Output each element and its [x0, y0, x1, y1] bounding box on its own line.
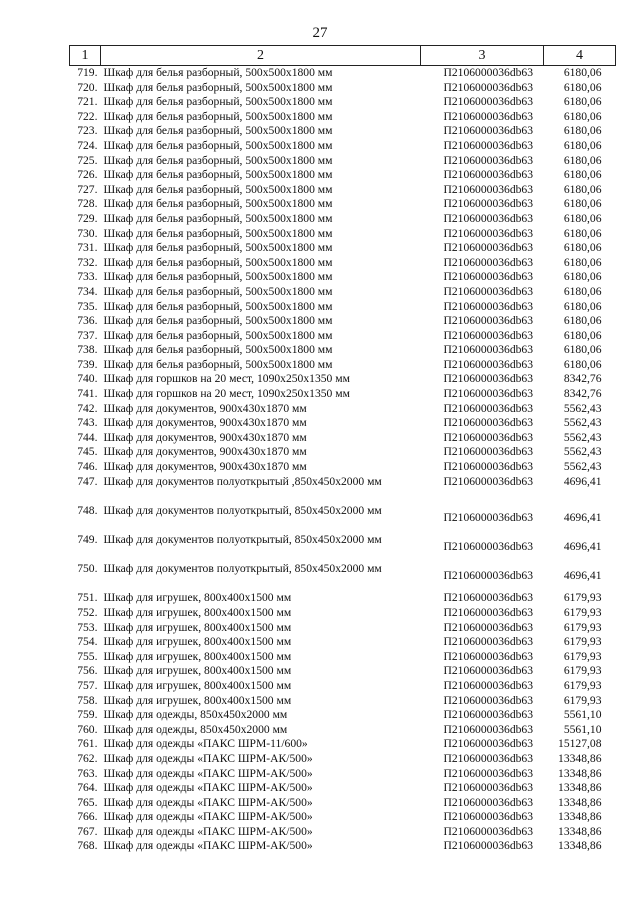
table-row — [70, 343, 616, 358]
item-code: П2106000036db63 — [443, 569, 534, 583]
item-code: П2106000036db63 — [443, 168, 534, 182]
row-number: 751. — [77, 591, 98, 605]
table-row — [70, 708, 616, 723]
item-code: П2106000036db63 — [443, 241, 534, 255]
item-price: 6179,93 — [563, 605, 602, 619]
table-row — [70, 635, 616, 650]
item-price: 6180,06 — [563, 241, 602, 255]
table-row — [70, 329, 616, 344]
item-code: П2106000036db63 — [443, 839, 534, 853]
table-row — [70, 197, 616, 212]
item-code: П2106000036db63 — [443, 620, 534, 634]
item-price: 6180,06 — [563, 211, 602, 225]
table-row — [70, 95, 616, 110]
item-price: 6179,93 — [563, 678, 602, 692]
item-price: 13348,86 — [558, 751, 602, 765]
item-code: П2106000036db63 — [443, 211, 534, 225]
item-name: Шкаф для белья разборный, 500х500х1800 мм — [103, 226, 333, 240]
row-number: 736. — [77, 314, 98, 328]
item-name: Шкаф для игрушек, 800х400х1500 мм — [103, 693, 292, 707]
item-price: 5562,43 — [563, 445, 602, 459]
row-number: 747. — [77, 474, 98, 488]
item-code: П2106000036db63 — [443, 751, 534, 765]
table-row — [70, 723, 616, 738]
row-number: 720. — [77, 80, 98, 94]
item-price: 6180,06 — [563, 328, 602, 342]
item-code: П2106000036db63 — [443, 153, 534, 167]
table-row — [70, 694, 616, 709]
row-number: 740. — [77, 372, 98, 386]
row-number: 762. — [77, 751, 98, 765]
item-price: 13348,86 — [558, 766, 602, 780]
row-number: 733. — [77, 270, 98, 284]
item-code: П2106000036db63 — [443, 255, 534, 269]
item-price: 4696,41 — [563, 569, 602, 583]
table-row — [70, 839, 616, 854]
item-name: Шкаф для белья разборный, 500х500х1800 мм — [103, 168, 333, 182]
row-number: 764. — [77, 781, 98, 795]
item-code: П2106000036db63 — [443, 824, 534, 838]
item-code: П2106000036db63 — [443, 693, 534, 707]
item-price: 6180,06 — [563, 226, 602, 240]
item-name: Шкаф для документов, 900х430х1870 мм — [103, 445, 307, 459]
item-price: 4696,41 — [563, 540, 602, 554]
table-row — [70, 562, 616, 591]
item-name: Шкаф для белья разборный, 500х500х1800 мм — [103, 357, 333, 371]
table-row — [70, 256, 616, 271]
item-code: П2106000036db63 — [443, 781, 534, 795]
table-row — [70, 66, 616, 81]
row-number: 767. — [77, 824, 98, 838]
item-price: 5561,10 — [563, 708, 602, 722]
item-price: 6180,06 — [563, 95, 602, 109]
item-code: П2106000036db63 — [443, 795, 534, 809]
item-code: П2106000036db63 — [443, 372, 534, 386]
row-number: 756. — [77, 664, 98, 678]
row-number: 757. — [77, 678, 98, 692]
item-name: Шкаф для горшков на 20 мест, 1090х250х1350 мм — [103, 387, 350, 401]
table-row — [70, 796, 616, 811]
item-code: П2106000036db63 — [443, 357, 534, 371]
item-price: 13348,86 — [558, 781, 602, 795]
item-price: 6179,93 — [563, 635, 602, 649]
item-price: 13348,86 — [558, 795, 602, 809]
item-name: Шкаф для игрушек, 800х400х1500 мм — [103, 591, 292, 605]
item-code: П2106000036db63 — [443, 591, 534, 605]
item-name: Шкаф для одежды «ПАКС ШРМ-АК/500» — [103, 795, 313, 809]
table-row — [70, 445, 616, 460]
page-number: 27 — [312, 25, 328, 41]
item-code: П2106000036db63 — [443, 401, 534, 415]
table-row — [70, 300, 616, 315]
row-number: 755. — [77, 649, 98, 663]
row-number: 722. — [77, 109, 98, 123]
column-header-code: 3 — [421, 46, 544, 66]
item-price: 6180,06 — [563, 357, 602, 371]
item-price: 6180,06 — [563, 138, 602, 152]
item-price: 6180,06 — [563, 270, 602, 284]
item-code: П2106000036db63 — [443, 109, 534, 123]
table-row — [70, 285, 616, 300]
row-number: 754. — [77, 635, 98, 649]
inventory-table — [69, 45, 616, 854]
table-row — [70, 168, 616, 183]
item-name: Шкаф для белья разборный, 500х500х1800 мм — [103, 314, 333, 328]
item-name: Шкаф для белья разборный, 500х500х1800 мм — [103, 182, 333, 196]
item-name: Шкаф для игрушек, 800х400х1500 мм — [103, 678, 292, 692]
item-price: 6179,93 — [563, 664, 602, 678]
table-row — [70, 227, 616, 242]
row-number: 721. — [77, 95, 98, 109]
item-price: 5561,10 — [563, 722, 602, 736]
item-price: 6180,06 — [563, 182, 602, 196]
item-code: П2106000036db63 — [443, 635, 534, 649]
item-name: Шкаф для белья разборный, 500х500х1800 мм — [103, 109, 333, 123]
item-name: Шкаф для документов полуоткрытый ,850х450х2000 мм — [103, 474, 382, 488]
item-code: П2106000036db63 — [443, 430, 534, 444]
item-price: 6180,06 — [563, 124, 602, 138]
item-price: 6179,93 — [563, 591, 602, 605]
row-number: 766. — [77, 810, 98, 824]
table-row — [70, 767, 616, 782]
item-code: П2106000036db63 — [443, 124, 534, 138]
item-name: Шкаф для белья разборный, 500х500х1800 мм — [103, 343, 333, 357]
table-row — [70, 475, 616, 504]
item-name: Шкаф для документов, 900х430х1870 мм — [103, 430, 307, 444]
item-name: Шкаф для белья разборный, 500х500х1800 мм — [103, 270, 333, 284]
item-price: 5562,43 — [563, 416, 602, 430]
row-number: 730. — [77, 226, 98, 240]
item-code: П2106000036db63 — [443, 138, 534, 152]
item-price: 6180,06 — [563, 314, 602, 328]
item-name: Шкаф для одежды «ПАКС ШРМ-АК/500» — [103, 839, 313, 853]
item-code: П2106000036db63 — [443, 197, 534, 211]
item-name: Шкаф для документов полуоткрытый, 850х450х2000 мм — [103, 533, 382, 546]
table-header — [70, 46, 616, 66]
row-number: 725. — [77, 153, 98, 167]
table-row — [70, 402, 616, 417]
row-number: 750. — [77, 562, 98, 576]
item-price: 8342,76 — [563, 387, 602, 401]
item-price: 6180,06 — [563, 284, 602, 298]
item-price: 15127,08 — [558, 737, 602, 751]
item-name: Шкаф для игрушек, 800х400х1500 мм — [103, 664, 292, 678]
table-row — [70, 431, 616, 446]
table-row — [70, 81, 616, 96]
item-code: П2106000036db63 — [443, 460, 534, 474]
table-body — [70, 66, 616, 855]
row-number: 758. — [77, 693, 98, 707]
item-name: Шкаф для одежды, 850х450х2000 мм — [103, 708, 288, 722]
item-price: 13348,86 — [558, 824, 602, 838]
table-row — [70, 387, 616, 402]
row-number: 738. — [77, 343, 98, 357]
item-code: П2106000036db63 — [443, 511, 534, 525]
item-name: Шкаф для белья разборный, 500х500х1800 мм — [103, 328, 333, 342]
item-code: П2106000036db63 — [443, 284, 534, 298]
item-name: Шкаф для одежды «ПАКС ШРМ-АК/500» — [103, 766, 313, 780]
column-header-price: 4 — [544, 46, 616, 66]
item-price: 6180,06 — [563, 299, 602, 313]
item-price: 13348,86 — [558, 839, 602, 853]
table-row — [70, 270, 616, 285]
row-number: 737. — [77, 328, 98, 342]
item-name: Шкаф для документов, 900х430х1870 мм — [103, 401, 307, 415]
table-row — [70, 650, 616, 665]
row-number: 743. — [77, 416, 98, 430]
row-number: 760. — [77, 722, 98, 736]
item-name: Шкаф для одежды «ПАКС ШРМ-АК/500» — [103, 810, 313, 824]
item-price: 6180,06 — [563, 80, 602, 94]
item-name: Шкаф для белья разборный, 500х500х1800 мм — [103, 241, 333, 255]
item-code: П2106000036db63 — [443, 737, 534, 751]
item-name: Шкаф для белья разборный, 500х500х1800 мм — [103, 299, 333, 313]
item-code: П2106000036db63 — [443, 649, 534, 663]
item-code: П2106000036db63 — [443, 80, 534, 94]
row-number: 724. — [77, 138, 98, 152]
table-row — [70, 752, 616, 767]
item-price: 8342,76 — [563, 372, 602, 386]
item-price: 6180,06 — [563, 197, 602, 211]
table-row — [70, 781, 616, 796]
item-code: П2106000036db63 — [443, 66, 534, 79]
table-row — [70, 241, 616, 256]
item-name: Шкаф для игрушек, 800х400х1500 мм — [103, 605, 292, 619]
item-code: П2106000036db63 — [443, 722, 534, 736]
table-row — [70, 460, 616, 475]
row-number: 753. — [77, 620, 98, 634]
item-name: Шкаф для белья разборный, 500х500х1800 мм — [103, 153, 333, 167]
table-row — [70, 504, 616, 533]
item-code: П2106000036db63 — [443, 605, 534, 619]
item-name: Шкаф для одежды «ПАКС ШРМ-АК/500» — [103, 781, 313, 795]
item-name: Шкаф для одежды, 850х450х2000 мм — [103, 722, 288, 736]
item-price: 6179,93 — [563, 649, 602, 663]
row-number: 746. — [77, 460, 98, 474]
table-row — [70, 110, 616, 125]
item-price: 5562,43 — [563, 430, 602, 444]
row-number: 768. — [77, 839, 98, 853]
item-name: Шкаф для игрушек, 800х400х1500 мм — [103, 620, 292, 634]
table-row — [70, 358, 616, 373]
item-code: П2106000036db63 — [443, 474, 534, 488]
item-name: Шкаф для документов полуоткрытый, 850х450х2000 мм — [103, 503, 382, 517]
item-name: Шкаф для белья разборный, 500х500х1800 мм — [103, 255, 333, 269]
item-price: 5562,43 — [563, 460, 602, 474]
row-number: 729. — [77, 211, 98, 225]
row-number: 723. — [77, 124, 98, 138]
item-price: 6180,06 — [563, 66, 602, 79]
row-number: 726. — [77, 168, 98, 182]
table-row — [70, 664, 616, 679]
item-price: 6180,06 — [563, 168, 602, 182]
item-code: П2106000036db63 — [443, 416, 534, 430]
row-number: 734. — [77, 284, 98, 298]
table-row — [70, 679, 616, 694]
row-number: 741. — [77, 387, 98, 401]
column-header-name: 2 — [101, 46, 421, 66]
row-number: 731. — [77, 241, 98, 255]
item-code: П2106000036db63 — [443, 314, 534, 328]
item-price: 6180,06 — [563, 109, 602, 123]
table-row — [70, 124, 616, 139]
item-name: Шкаф для одежды «ПАКС ШРМ-АК/500» — [103, 751, 313, 765]
item-name: Шкаф для горшков на 20 мест, 1090х250х1350 мм — [103, 372, 350, 386]
item-price: 13348,86 — [558, 810, 602, 824]
item-price: 5562,43 — [563, 401, 602, 415]
item-name: Шкаф для документов, 900х430х1870 мм — [103, 460, 307, 474]
item-code: П2106000036db63 — [443, 664, 534, 678]
item-name: Шкаф для документов полуоткрытый, 850х450х2000 мм — [103, 562, 382, 576]
column-header-number: 1 — [70, 46, 101, 66]
item-name: Шкаф для одежды «ПАКС ШРМ-АК/500» — [103, 824, 313, 838]
item-code: П2106000036db63 — [443, 328, 534, 342]
table-row — [70, 621, 616, 636]
row-number: 735. — [77, 299, 98, 313]
item-code: П2106000036db63 — [443, 810, 534, 824]
table-row — [70, 183, 616, 198]
item-code: П2106000036db63 — [443, 445, 534, 459]
item-price: 6180,06 — [563, 255, 602, 269]
item-code: П2106000036db63 — [443, 182, 534, 196]
table-row — [70, 372, 616, 387]
row-number: 763. — [77, 766, 98, 780]
row-number: 732. — [77, 255, 98, 269]
item-code: П2106000036db63 — [443, 299, 534, 313]
item-name: Шкаф для документов, 900х430х1870 мм — [103, 416, 307, 430]
item-name: Шкаф для белья разборный, 500х500х1800 мм — [103, 80, 333, 94]
item-code: П2106000036db63 — [443, 387, 534, 401]
row-number: 748. — [77, 503, 98, 517]
item-price: 4696,41 — [563, 474, 602, 488]
item-code: П2106000036db63 — [443, 540, 534, 554]
row-number: 761. — [77, 737, 98, 751]
item-name: Шкаф для белья разборный, 500х500х1800 мм — [103, 211, 333, 225]
table-row — [70, 825, 616, 840]
item-name: Шкаф для белья разборный, 500х500х1800 мм — [103, 138, 333, 152]
item-price: 6179,93 — [563, 620, 602, 634]
item-price: 6180,06 — [563, 343, 602, 357]
item-name: Шкаф для игрушек, 800х400х1500 мм — [103, 649, 292, 663]
row-number: 759. — [77, 708, 98, 722]
item-name: Шкаф для белья разборный, 500х500х1800 мм — [103, 284, 333, 298]
row-number: 727. — [77, 182, 98, 196]
row-number: 752. — [77, 605, 98, 619]
item-price: 6179,93 — [563, 693, 602, 707]
table-row — [70, 212, 616, 227]
item-code: П2106000036db63 — [443, 708, 534, 722]
row-number: 719. — [77, 66, 98, 79]
item-name: Шкаф для игрушек, 800х400х1500 мм — [103, 635, 292, 649]
table-row — [70, 533, 616, 562]
table-row — [70, 314, 616, 329]
item-price: 6180,06 — [563, 153, 602, 167]
table-row — [70, 737, 616, 752]
table-row — [70, 154, 616, 169]
item-code: П2106000036db63 — [443, 226, 534, 240]
table-row — [70, 810, 616, 825]
item-name: Шкаф для одежды «ПАКС ШРМ-11/600» — [103, 737, 308, 751]
item-code: П2106000036db63 — [443, 95, 534, 109]
item-code: П2106000036db63 — [443, 270, 534, 284]
item-name: Шкаф для белья разборный, 500х500х1800 мм — [103, 66, 333, 79]
row-number: 745. — [77, 445, 98, 459]
row-number: 744. — [77, 430, 98, 444]
table-row — [70, 139, 616, 154]
row-number: 765. — [77, 795, 98, 809]
item-name: Шкаф для белья разборный, 500х500х1800 мм — [103, 124, 333, 138]
item-price: 4696,41 — [563, 511, 602, 525]
table-row — [70, 606, 616, 621]
item-code: П2106000036db63 — [443, 766, 534, 780]
header-row — [70, 46, 616, 66]
row-number: 728. — [77, 197, 98, 211]
table-row — [70, 416, 616, 431]
item-code: П2106000036db63 — [443, 678, 534, 692]
row-number: 749. — [77, 533, 98, 546]
item-name: Шкаф для белья разборный, 500х500х1800 мм — [103, 95, 333, 109]
table-row — [70, 591, 616, 606]
row-number: 739. — [77, 357, 98, 371]
item-code: П2106000036db63 — [443, 343, 534, 357]
item-name: Шкаф для белья разборный, 500х500х1800 мм — [103, 197, 333, 211]
row-number: 742. — [77, 401, 98, 415]
